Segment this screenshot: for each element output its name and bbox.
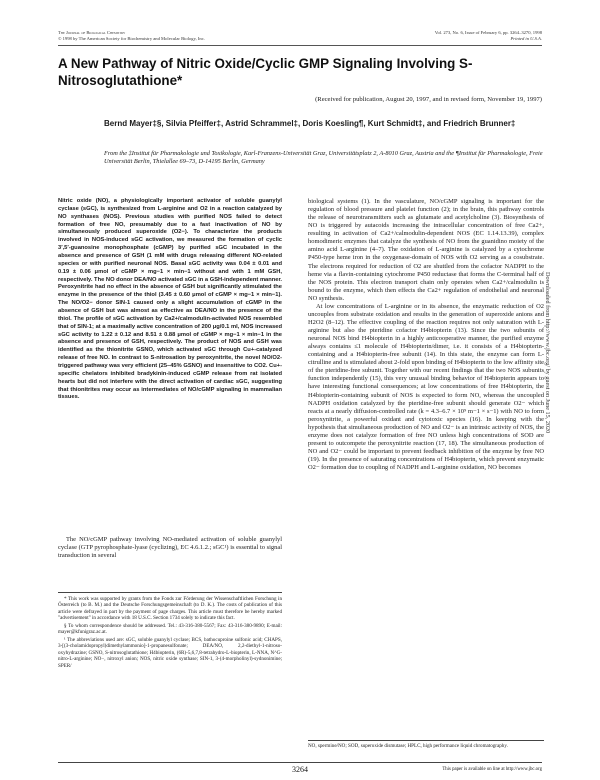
introduction-paragraph: The NO/cGMP pathway involving NO-mediated activation of soluble guanylyl cyclase (GTP pyrophosphate-lyase (cyclizing), EC 4.6.1.2.; sGC¹) is essential to signal transduction in several	[58, 536, 282, 560]
author-list: Bernd Mayer‡§, Silvia Pfeiffer‡, Astrid Schrammel‡, Doris Koesling¶, Kurt Schmidt‡, and Friedrich Brunner‡	[104, 119, 516, 128]
footnote-rule-right	[308, 740, 544, 741]
header-rule	[58, 45, 542, 46]
page-bottom-rule	[58, 762, 542, 763]
footnote-abbreviations: ¹ The abbreviations used are: sGC, soluble guanylyl cyclase; BCS, bathocuproine sulfonic acid; CHAPS, 3-[(3-cholamidopropyl)dimethylammonio]-1-propanesulfonate; DEA/NO, 2,2-diethyl-1-nitroso-oxyhydrazine; GSNO, S-nitrosoglutathione; H4biopterin, (6R)-5,6,7,8-tetrahydro-L-biopterin, L-NNA, N^G-nitro-L-arginine; NO−, nitroxyl anion; NOS, nitric oxide synthase; SIN-1, 3-(4-morpholinyl)-sydnonimine; SPER/	[58, 636, 282, 669]
page-number: 3264	[292, 765, 308, 774]
printed-in: Printed in U.S.A.	[510, 36, 542, 41]
copyright-line: © 1998 by The American Society for Biochemistry and Molecular Biology, Inc.	[58, 36, 205, 41]
body-paragraph: biological systems (1). In the vasculature, NO/cGMP signaling is important for the regulation of blood pressure and platelet function (2); in the brain, this pathway controls the release of neurotransmitters such as glutamate and acetylcholine (3). Biosynthesis of NO is triggered by autacoids increasing the intracellular concentration of free Ca2+, resulting in activation of Ca2+/calmodulin-dependent NOS (EC 1.14.13.39), complex homodimeric enzymes that catalyze the synthesis of NO from the guanidino moiety of the amino acid L-arginine (4–7). The oxidation of L-arginine is catalyzed by a cytochrome P450-type heme iron in the oxygenase-domain of NOS with O2 serving as a cosubstrate. The electrons required for reduction of O2 are shuttled from the cofactor NADPH to the heme via a flavin-containing cytochrome P450 reductase that forms the C-terminal half of the NOS protein. This electron transport chain only operates when Ca2+/calmodulin is bound to the enzyme, which then effects the Ca2+ regulation of endothelial and neuronal NO synthesis.	[308, 198, 544, 302]
abstract: Nitric oxide (NO), a physiologically important activator of soluble guanylyl cyclase (sGC), is synthesized from L-arginine and O2 in a reaction catalyzed by NO synthases (NOS). Previous studies with purified NOS failed to detect formation of free NO, presumably due to a fast inactivation of NO by simultaneously produced superoxide (O2−). To characterize the products involved in NOS-induced sGC activation, we measured the formation of cyclic 3′,5′-guanosine monophosphate (cGMP) by purified sGC incubated in the absence and presence of GSH (1 mM with drugs releasing different NO-related species or with purified neuronal NOS. Basal sGC activity was 0.04 ± 0.01 and 0.19 ± 0.06 μmol of cGMP × mg−1 × min−1 without and with 1 mM GSH, respectively. The NO donor DEA/NO activated sGC in a GSH-independent manner. Peroxynitrite had no effect in the absence of GSH but significantly stimulated the enzyme in the presence of the thiol (3.45 ± 0.60 μmol of cGMP × mg−1 × min−1). The NO/O2− donor SIN-1 caused only a slight accumulation of cGMP in the absence of GSH but was almost as effective as DEA/NO in the presence of the thiol. The profile of sGC activation by Ca2+/calmodulin-activated NOS resembled that of SIN-1; at a maximally active concentration of 200 μg/0.1 ml, NOS increased sGC activity to 1.22 ± 0.12 and 8.51 ± 0.88 μmol of cGMP × mg−1 × min−1 in the absence and presence of GSH, respectively. The product of NOS and GSH was identified as the thionitrite GSNO, which activated sGC through Cu+-catalyzed release of free NO. In contrast to S-nitrosation by peroxynitrite, the novel NO/O2-triggered pathway was very efficient (25–45% GSNO) and insensitive to CO2. Cu+-specific chelators inhibited bradykinin-induced cGMP release from rat isolated hearts but did not interfere with the direct activation of cardiac sGC, suggesting that thionitrites may occur as intermediates of NO/cGMP signaling in mammalian tissues.	[58, 198, 282, 401]
issue-header	[390, 30, 542, 42]
footnotes	[58, 596, 282, 670]
article-title: A New Pathway of Nitric Oxide/Cyclic GMP Signaling Involving S-Nitrosoglutathione*	[58, 56, 473, 88]
footnote-correspondence: § To whom correspondence should be addressed. Tel.: 43-316-380-5567; Fax: 43-316-380-9890; E-mail: mayer@kfunigraz.ac.at.	[58, 622, 282, 636]
footnote-rule	[58, 592, 282, 593]
affiliations: From the ‡Institut für Pharmakologie und Toxikologie, Karl-Franzens-Universität Graz, Universitätsplatz 2, A-8010 Graz, Austria and the ¶Institut für Pharmakologie, Freie Universität Berlin, Thielallee 69–73, D-14195 Berlin, Germany	[104, 150, 543, 165]
online-availability: This paper is available on line at http://www.jbc.org	[442, 767, 542, 772]
body-column-right	[308, 198, 544, 472]
journal-name: The Journal of Biological Chemistry	[58, 30, 126, 35]
footnote-continued: NO, spermine/NO; SOD, superoxide dismutase; HPLC, high performance liquid chromatography.	[308, 743, 508, 749]
footnote-funding: * This work was supported by grants from the Fonds zur Förderung der Wissenschaftlichen Forschung in Österreich (to B. M.) and the Deutsche Forschungsgemeinschaft (to D. K.). The costs of publication of this article were defrayed in part by the payment of page charges. This article must therefore be hereby marked "advertisement" in accordance with 18 U.S.C. Section 1734 solely to indicate this fact.	[58, 596, 282, 622]
body-paragraph: At low concentrations of L-arginine or in its absence, the enzymatic reduction of O2 uncouples from substrate oxidation and results in the generation of superoxide anions and H2O2 (8–12). The effective coupling of the reaction requires not only saturation with L-arginine but also the pteridine cofactor H4biopterin (13). Since the two subunits of neuronal NOS bind H4biopterin in a highly anticooperative manner, the purified enzyme always contains ≤1 molecule of H4biopterin/dimer, i.e. it consists of a H4biopterin-containing and a H4biopterin-free subunit (14). In this state, the enzyme can form L-citrulline and is stimulated about 2-fold upon binding of H4biopterin to the low affinity site of the pteridine-free subunit. Together with our recent findings that the two NOS subunits function independently (15), this very unusual binding behavior of H4biopterin appears to have interesting functional consequences; at low concentrations of free H4biopterin, the H4biopterin-containing subunit of NOS is expected to form NO, whereas the uncoupled NADPH oxidation catalyzed by the pteridine-free subunit should generate O2− which reacts at a nearly diffusion-controlled rate (k = 4.3–6.7 × 10⁹ m−1 × s−1) with NO to form peroxynitrite, a powerful oxidant and cytotoxic species (16). In keeping with the hypothesis that simultaneous production of NO and O2− is an intrinsic activity of NOS, the enzyme does not catalyze formation of free NO unless high concentrations of SOD are present to outcompete the peroxynitrite reaction (17, 18). The simultaneous production of NO and O2− could be important to prevent feedback inhibition of the enzyme by free NO (19). In the presence of saturating concentrations of H4biopterin, which prevent enzymatic O2− formation due to coupling of NADPH and L-arginine oxidation, NO becomes	[308, 302, 544, 472]
volume-info: Vol. 273, No. 6, Issue of February 6, pp. 3264–3270, 1998	[434, 30, 542, 35]
received-dates: (Received for publication, August 20, 1997, and in revised form, November 19, 1997)	[315, 96, 542, 103]
download-side-note: Downloaded from http://www.jbc.org/ by guest on June 15, 2020	[544, 272, 551, 434]
journal-header	[58, 30, 205, 42]
